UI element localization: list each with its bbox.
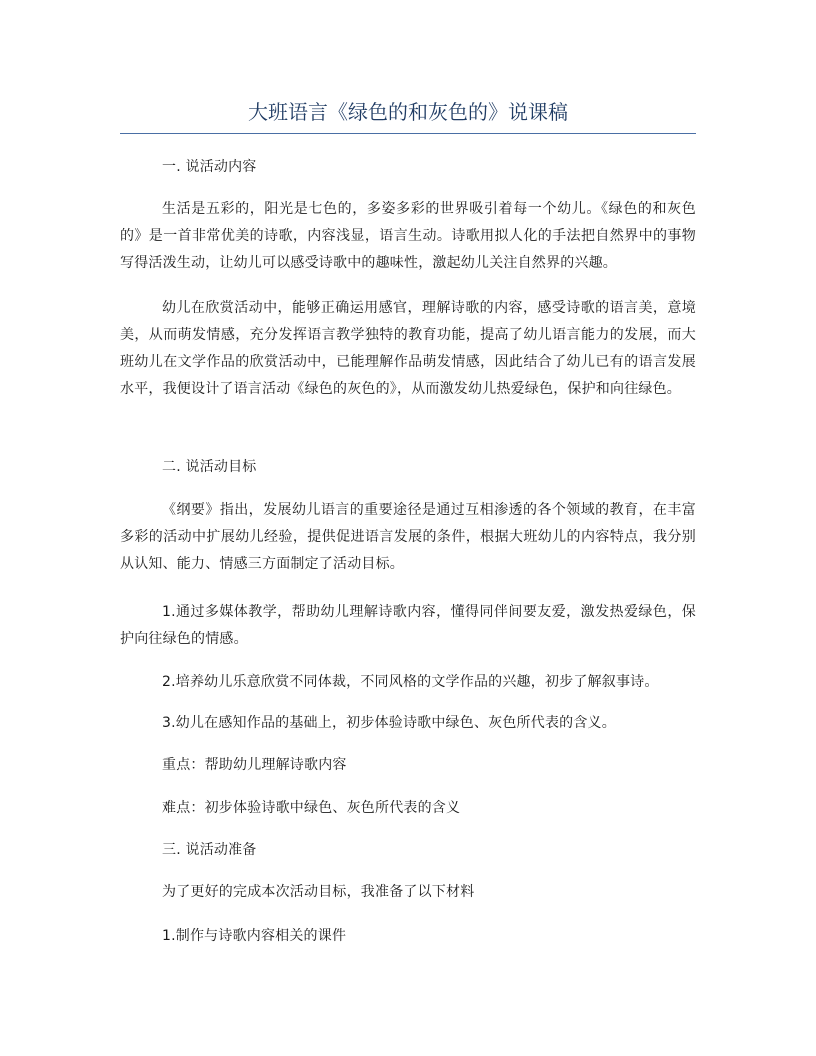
paragraph-intro: 生活是五彩的，阳光是七色的，多姿多彩的世界吸引着每一个幼儿。《绿色的和灰色的》是一首非常优美的诗歌，内容浅显，语言生动。诗歌用拟人化的手法把自然界中的事物写得活泼生动，让幼儿可以感受诗歌中的趣味性，激起幼儿关注自然界的兴趣。: [120, 201, 696, 271]
preparation-intro: 为了更好的完成本次活动目标，我准备了以下材料: [162, 884, 475, 900]
paragraph-appreciation: 幼儿在欣赏活动中，能够正确运用感官，理解诗歌的内容，感受诗歌的语言美，意境美，从而萌发情感，充分发挥语言教学独特的教育功能，提高了幼儿语言能力的发展，而大班幼儿在文学作品的欣赏活动中，已能理解作品萌发情感，因此结合了幼儿已有的语言发展水平，我便设计了语言活动《绿色的灰色的》，从而激发幼儿热爱绿色，保护和向往绿色。: [120, 300, 696, 397]
difficult-point: 难点：初步体验诗歌中绿色、灰色所代表的含义: [162, 800, 461, 816]
section-heading-goals: 二. 说活动目标: [162, 459, 257, 475]
title-underline: [120, 133, 696, 134]
paragraph-outline: 《纲要》指出，发展幼儿语言的重要途径是通过互相渗透的各个领域的教育，在丰富多彩的活动中扩展幼儿经验，提供促进语言发展的条件，根据大班幼儿的内容特点，我分别从认知、能力、情感三方面制定了活动目标。: [120, 502, 696, 572]
section-heading-content: 一. 说活动内容: [162, 159, 257, 175]
section-heading-preparation: 三. 说活动准备: [162, 842, 257, 858]
goal-item-2: 2.培养幼儿乐意欣赏不同体裁，不同风格的文学作品的兴趣，初步了解叙事诗。: [162, 674, 659, 690]
document-title: 大班语言《绿色的和灰色的》说课稿: [248, 100, 568, 124]
preparation-item-1: 1.制作与诗歌内容相关的课件: [162, 928, 347, 944]
key-point: 重点：帮助幼儿理解诗歌内容: [162, 757, 347, 773]
goal-item-1: 1.通过多媒体教学，帮助幼儿理解诗歌内容，懂得同伴间要友爱，激发热爱绿色，保护向往绿色的情感。: [120, 604, 696, 647]
goal-item-3: 3.幼儿在感知作品的基础上，初步体验诗歌中绿色、灰色所代表的含义。: [162, 715, 616, 731]
